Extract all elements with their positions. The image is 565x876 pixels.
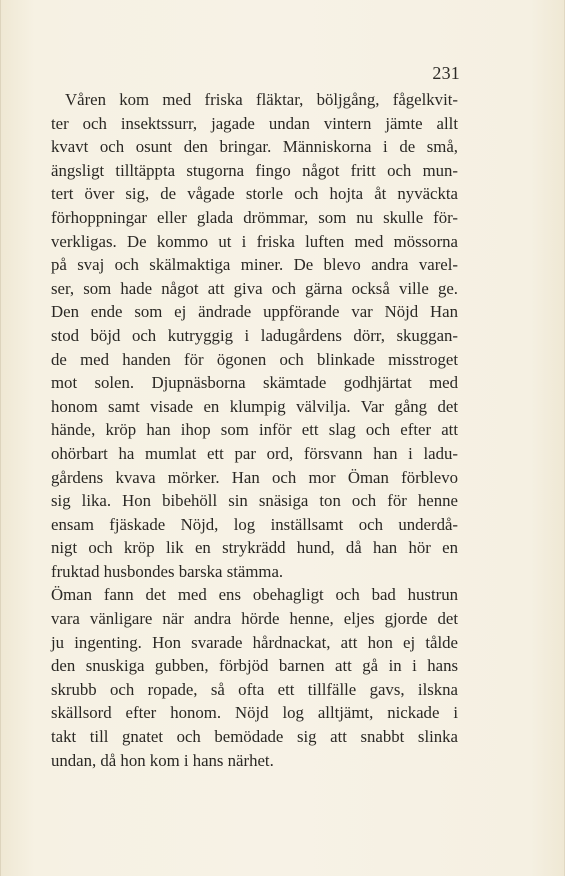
text-line: gårdens kvava mörker. Han och mor Öman förblevo [51,467,458,487]
text-line: ser, som hade något att giva och gärna också ville ge. [51,278,458,298]
text-line: Våren kom med friska fläktar, böljgång, fågelkvit- [65,90,458,109]
text-line: undan, då hon kom i hans närhet. [51,750,274,770]
text-line: skrubb och ropade, så ofta ett tillfälle gavs, ilskna [51,679,458,699]
text-line: hände, kröp han ihop som inför ett slag och efter att [51,420,458,440]
text-line: sig lika. Hon bibehöll sin snäsiga ton och för henne [51,491,458,511]
text-line: mot solen. Djupnäsborna skämtade godhjärtat med [51,373,458,393]
text-line: den snuskiga gubben, förbjöd barnen att gå in i hans [51,656,458,676]
text-line: stod böjd och kutryggig i ladugårdens dörr, skuggan- [51,325,458,345]
text-line: honom samt visade en klumpig välvilja. Var gång det [51,396,458,416]
page-number: 231 [432,63,460,83]
text-line: förhoppningar eller glada drömmar, som nu skulle för- [51,207,458,227]
text-line: takt till gnatet och bemödade sig att snabbt slinka [51,727,458,747]
paragraph-1 [51,88,458,583]
body-text [51,88,458,772]
text-line: nigt och kröp lik en strykrädd hund, då han hör en [51,538,458,558]
text-line: tert över sig, de vågade storle och hojta åt nyväckta [51,184,458,204]
text-line: skällsord efter honom. Nöjd log alltjämt, nickade i [51,703,458,723]
text-line: Den ende som ej ändrade uppförande var Nöjd Han [51,302,458,322]
text-line: kvavt och osunt den bringar. Människorna i de små, [51,137,458,157]
text-line: vara vänligare när andra hörde henne, eljes gjorde det [51,609,458,629]
text-line: verkligas. De kommo ut i friska luften med mössorna [51,231,458,251]
text-line: Öman fann det med ens obehagligt och bad hustrun [51,585,458,605]
text-line: ohörbart ha mumlat ett par ord, försvann han i ladu- [51,443,458,463]
text-line: på svaj och skälmaktiga miner. De blevo andra varel- [51,255,458,275]
text-line: ensam fjäskade Nöjd, log inställsamt och underdå- [51,514,458,534]
paragraph-2 [51,583,458,772]
text-line: de med handen för ögonen och blinkade misstroget [51,349,458,369]
text-line: fruktad husbondes barska stämma. [51,561,284,581]
text-line: ju ingenting. Hon svarade hårdnackat, att hon ej tålde [51,632,458,652]
text-line: ängsligt tilltäppta stugorna fingo något fritt och mun- [51,160,458,180]
text-line: ter och insektssurr, jagade undan vintern jämte allt [51,113,458,133]
